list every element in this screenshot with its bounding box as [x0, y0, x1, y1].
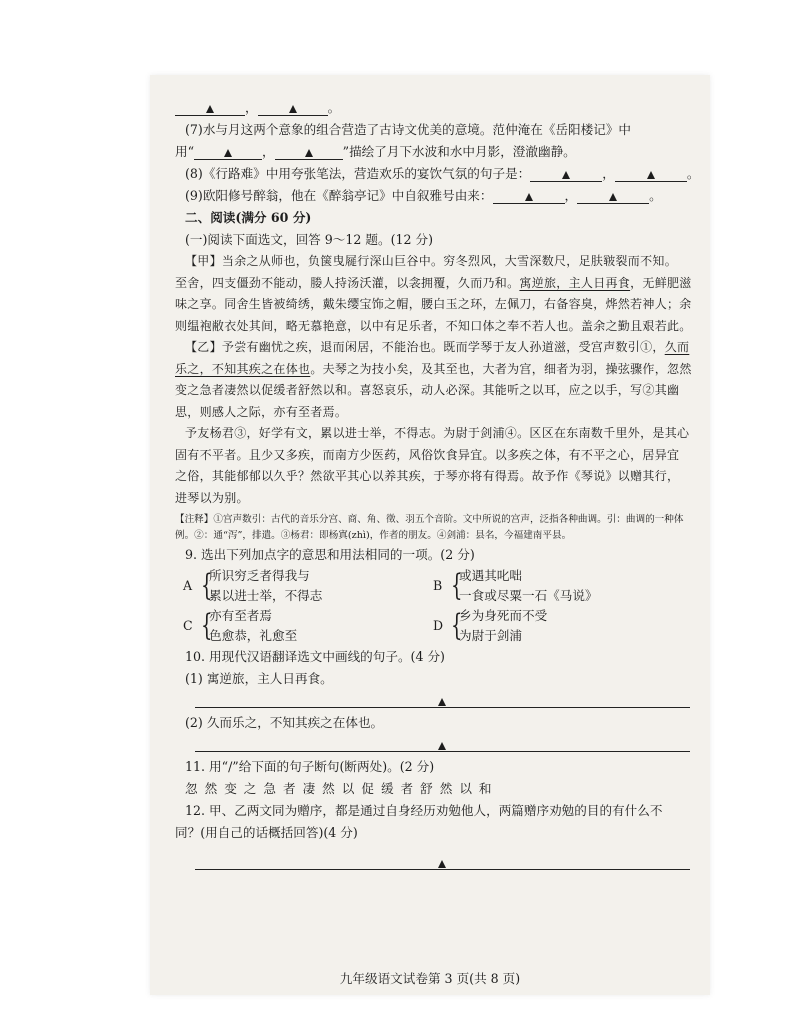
triangle-icon: [525, 193, 533, 201]
annotation-notes: [175, 512, 690, 544]
brace-icon: {: [451, 608, 463, 643]
answer-line[interactable]: [175, 690, 690, 712]
triangle-icon: [438, 698, 446, 706]
option-pair: 或遇其叱咄 一食或尽粟一石《马说》: [459, 568, 598, 603]
q9-fill-line: (9)欧阳修号醉翁，他在《醉翁亭记》中自叙雅号由来： ， 。: [185, 188, 662, 203]
answer-blank[interactable]: [275, 145, 343, 160]
option-letter[interactable]: C: [183, 618, 193, 633]
option-letter[interactable]: B: [433, 578, 443, 593]
passage-line: 予友杨君③，好学有文，累以进士举，不得志。为尉于剑浦④。区区在东南数千里外，是其心: [185, 426, 690, 440]
q9-options: [183, 566, 659, 646]
passage-line: 进琴以为别。: [175, 490, 249, 505]
reading-intro: (一)阅读下面选文，回答 9～12 题。(12 分): [185, 232, 434, 247]
q7-line1: (7)水与月这两个意象的组合营造了古诗文优美的意境。范仲淹在《岳阳楼记》中: [185, 122, 632, 137]
q11-stem: 11. 用“/”给下面的句子断句(断两处)。(2 分): [185, 759, 435, 774]
option-pair: 乡为身死而不受 为尉于剑浦: [459, 608, 548, 643]
option-pair: 所识穷乏者得我与 累以进士举，不得志: [209, 568, 323, 603]
passage-line: 味之享。同舍生皆被绮绣，戴朱缨宝饰之帽，腰白玉之环，左佩刀，右备容臭，烨然若神人；余: [175, 297, 692, 311]
triangle-icon: [438, 742, 446, 750]
option-pair: 亦有至者焉 色愈恭，礼愈至: [209, 608, 298, 643]
exam-page: [150, 75, 710, 995]
underlined-sentence: 寓逆旅，主人日再食: [519, 275, 631, 290]
answer-blank[interactable]: [530, 167, 602, 182]
answer-blank[interactable]: [258, 101, 328, 116]
passage-line: 【乙】予尝有幽忧之疾，退而闲居，不能治也。既而学琴于友人孙道滋，受宫声数引①，久而: [185, 340, 690, 354]
triangle-icon: [562, 171, 570, 179]
passage-jia: [175, 251, 690, 337]
triangle-icon: [289, 105, 297, 113]
top-fill-line: ， 。: [175, 97, 690, 119]
passage-line: 之俗，其能郁郁以久乎？然欲平其心以养其疾，于琴亦将有得焉。故予作《琴说》以赠其行，: [175, 469, 680, 483]
section-heading: 二、阅读(满分 60 分): [185, 210, 312, 225]
triangle-icon: [438, 860, 446, 868]
answer-blank[interactable]: [493, 189, 565, 204]
q9-stem: 9. 选出下列加点字的意思和用法相同的一项。(2 分): [185, 547, 475, 562]
page-footer: 九年级语文试卷第 3 页(共 8 页): [339, 971, 521, 986]
option-letter[interactable]: D: [433, 618, 444, 633]
answer-blank[interactable]: [577, 189, 649, 204]
q12-line1: 12. 甲、乙两文同为赠序，都是通过自身经历劝勉他人，两篇赠序劝勉的目的有什么不: [185, 803, 663, 818]
q7-line2: 用“ ， ”描绘了月下水波和水中月影，澄澈幽静。: [175, 144, 576, 159]
triangle-icon: [206, 105, 214, 113]
note-line: 【注释】①宫声数引：古代的音乐分宫、商、角、徵、羽五个音阶。文中所说的宫声，泛指各种曲调。引：曲调的一种体: [175, 514, 684, 525]
answer-line[interactable]: [175, 734, 690, 756]
option-letter[interactable]: A: [183, 578, 193, 593]
answer-blank[interactable]: [615, 167, 687, 182]
answer-line[interactable]: [175, 852, 690, 874]
q8-line: (8)《行路难》中用夸张笔法，营造欢乐的宴饮气氛的句子是： ， 。: [185, 166, 700, 181]
underlined-sentence: 乐之，不知其疾之在体也: [175, 361, 311, 376]
passage-line: 变之急者凄然以促缓者舒然以和。喜怒哀乐，动人必深。其能听之以耳，应之以手，写②其幽: [175, 383, 680, 397]
brace-icon: {: [201, 568, 213, 603]
triangle-icon: [609, 193, 617, 201]
note-line: 例。②：通“泻”，排遣。③杨君：即杨寘(zhì)，作者的朋友。④剑浦：县名，今福建南平县。: [175, 530, 572, 541]
passage-line: 【甲】当余之从师也，负箧曳屣行深山巨谷中。穷冬烈风，大雪深数尺，足肤皲裂而不知。: [185, 254, 678, 268]
q10-stem: 10. 用现代汉语翻译选文中画线的句子。(4 分): [185, 649, 445, 664]
passage-line: 至舍，四支僵劲不能动，媵人持汤沃灌，以衾拥覆，久而乃和。寓逆旅，主人日再食，无鲜肥滋: [175, 275, 692, 290]
triangle-icon: [305, 149, 313, 157]
underlined-sentence: 久而: [664, 340, 690, 354]
passage-line: 乐之，不知其疾之在体也。夫琴之为技小矣，及其至也，大者为宫，细者为羽，操弦骤作，忽然: [175, 361, 692, 376]
q10-sentence-2: (2) 久而乐之，不知其疾之在体也。: [185, 715, 384, 730]
page-content: [175, 97, 700, 874]
answer-blank[interactable]: [175, 101, 245, 116]
q11-sentence[interactable]: 忽然变之急者凄然以促缓者舒然以和: [185, 781, 499, 796]
answer-blank[interactable]: [194, 145, 262, 160]
passage-line: 固有不平者。且少又多疾，而南方少医药，风俗饮食异宜。以多疾之体，有不平之心，居异宜: [175, 447, 680, 462]
brace-icon: {: [201, 608, 213, 643]
passage-line: 思，则感人之际，亦有至者焉。: [175, 404, 348, 419]
q12-line2: 同？(用自己的话概括回答)(4 分): [175, 825, 358, 840]
passage-yi: [175, 337, 690, 509]
passage-line: 则缊袍敝衣处其间，略无慕艳意，以中有足乐者，不知口体之奉不若人也。盖余之勤且艰若此。: [175, 318, 692, 333]
triangle-icon: [224, 149, 232, 157]
triangle-icon: [647, 171, 655, 179]
q10-sentence-1: (1) 寓逆旅，主人日再食。: [185, 671, 333, 686]
brace-icon: {: [451, 568, 463, 603]
